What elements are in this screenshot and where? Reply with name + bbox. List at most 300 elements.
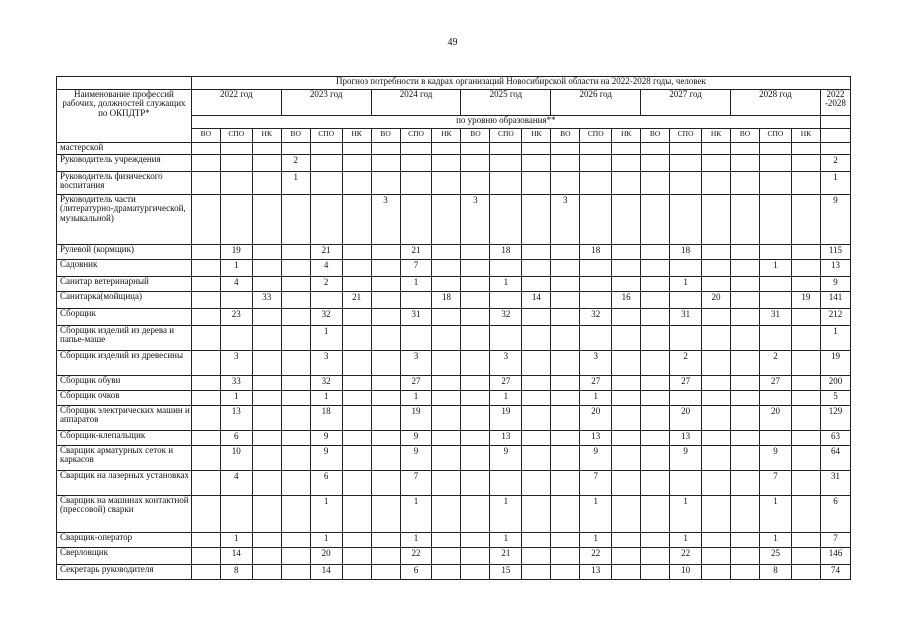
page-number: 49 (447, 37, 458, 48)
value-cell (371, 406, 400, 431)
value-cell: 9 (580, 446, 612, 471)
value-cell: 8 (759, 565, 791, 580)
value-cell: 10 (670, 565, 702, 580)
value-cell: 13 (580, 565, 612, 580)
value-cell (522, 471, 551, 496)
value-cell (342, 376, 371, 391)
value-cell (252, 565, 281, 580)
value-cell (670, 471, 702, 496)
value-cell (342, 326, 371, 351)
value-cell (670, 260, 702, 277)
value-cell (371, 471, 400, 496)
value-cell (371, 143, 400, 155)
value-cell (580, 143, 612, 155)
value-cell: 3 (490, 351, 522, 376)
value-cell (551, 391, 580, 406)
value-cell (281, 533, 310, 548)
value-cell (252, 548, 281, 565)
value-cell: 1 (580, 496, 612, 533)
value-cell: 20 (580, 406, 612, 431)
value-cell (461, 431, 490, 446)
value-cell (551, 565, 580, 580)
value-cell (612, 351, 641, 376)
table-row (57, 245, 851, 260)
value-cell (759, 155, 791, 172)
value-cell (490, 471, 522, 496)
total-cell: 7 (820, 533, 850, 548)
value-cell (641, 565, 670, 580)
value-cell (220, 292, 252, 309)
value-cell (641, 292, 670, 309)
value-cell (432, 391, 461, 406)
value-cell: 22 (580, 548, 612, 565)
value-cell (522, 143, 551, 155)
value-cell: 13 (220, 406, 252, 431)
value-cell: 32 (490, 309, 522, 326)
value-cell (551, 406, 580, 431)
value-cell (191, 309, 220, 326)
value-cell (490, 260, 522, 277)
value-cell: 9 (310, 446, 342, 471)
value-cell (791, 431, 820, 446)
value-cell (641, 496, 670, 533)
value-cell (731, 143, 760, 155)
value-cell (522, 326, 551, 351)
value-cell (490, 292, 522, 309)
value-cell (612, 309, 641, 326)
value-cell: 27 (490, 376, 522, 391)
value-cell (670, 326, 702, 351)
value-cell (252, 406, 281, 431)
value-cell (461, 376, 490, 391)
value-cell (281, 292, 310, 309)
profession-name-cell: мастерской (57, 143, 192, 155)
value-cell (220, 326, 252, 351)
value-cell (522, 406, 551, 431)
level-header: ВО (371, 129, 400, 143)
value-cell: 14 (220, 548, 252, 565)
value-cell (191, 548, 220, 565)
value-cell: 18 (432, 292, 461, 309)
level-header: НК (432, 129, 461, 143)
value-cell (731, 471, 760, 496)
value-cell (759, 277, 791, 292)
value-cell (432, 406, 461, 431)
table-row (57, 172, 851, 195)
profession-name-cell: Руководитель учреждения (57, 155, 192, 172)
value-cell: 20 (670, 406, 702, 431)
total-cell: 74 (820, 565, 850, 580)
value-cell (522, 195, 551, 245)
value-cell (702, 277, 731, 292)
total-cell: 64 (820, 446, 850, 471)
value-cell (310, 155, 342, 172)
value-cell (461, 351, 490, 376)
value-cell (191, 565, 220, 580)
level-header: ВО (461, 129, 490, 143)
value-cell (759, 391, 791, 406)
value-cell (731, 260, 760, 277)
level-header: ВО (191, 129, 220, 143)
profession-name-cell: Руководитель физического воспитания (57, 172, 192, 195)
value-cell (731, 431, 760, 446)
table-row (57, 548, 851, 565)
value-cell (791, 471, 820, 496)
table-caption: Прогноз потребности в кадрах организаций Новосибирской области на 2022-2028 годы, человек (191, 77, 850, 90)
value-cell: 19 (791, 292, 820, 309)
profession-name-cell: Сборщик изделий из дерева и папье-маше (57, 326, 192, 351)
total-cell: 6 (820, 496, 850, 533)
profession-name-cell: Сборщик обуви (57, 376, 192, 391)
value-cell (432, 533, 461, 548)
table-row (57, 143, 851, 155)
value-cell (791, 155, 820, 172)
value-cell (731, 309, 760, 326)
value-cell (252, 391, 281, 406)
value-cell (702, 431, 731, 446)
value-cell (281, 260, 310, 277)
table-row (57, 446, 851, 471)
value-cell (461, 143, 490, 155)
value-cell: 25 (759, 548, 791, 565)
value-cell (461, 292, 490, 309)
value-cell (551, 533, 580, 548)
value-cell (580, 277, 612, 292)
value-cell (641, 351, 670, 376)
value-cell (400, 326, 432, 351)
level-header: НК (522, 129, 551, 143)
profession-name-cell: Санитарка(мойщица) (57, 292, 192, 309)
value-cell (191, 172, 220, 195)
value-cell: 23 (220, 309, 252, 326)
value-cell: 9 (310, 431, 342, 446)
value-cell (612, 406, 641, 431)
value-cell (641, 260, 670, 277)
value-cell: 1 (580, 533, 612, 548)
table-row (57, 195, 851, 245)
value-cell (191, 143, 220, 155)
table-row (57, 326, 851, 351)
total-cell: 9 (820, 277, 850, 292)
value-cell (252, 446, 281, 471)
value-cell (252, 533, 281, 548)
value-cell (342, 309, 371, 326)
value-cell: 3 (580, 351, 612, 376)
value-cell (490, 195, 522, 245)
value-cell (461, 471, 490, 496)
table-row (57, 406, 851, 431)
value-cell (252, 260, 281, 277)
value-cell (612, 446, 641, 471)
value-cell (461, 260, 490, 277)
value-cell (252, 471, 281, 496)
value-cell: 19 (490, 406, 522, 431)
value-cell (281, 446, 310, 471)
value-cell (551, 471, 580, 496)
value-cell (731, 292, 760, 309)
value-cell (702, 245, 731, 260)
value-cell: 7 (400, 260, 432, 277)
value-cell (641, 548, 670, 565)
value-cell (702, 496, 731, 533)
total-cell: 115 (820, 245, 850, 260)
value-cell (670, 292, 702, 309)
value-cell (371, 172, 400, 195)
value-cell (191, 155, 220, 172)
value-cell (522, 446, 551, 471)
value-cell (612, 376, 641, 391)
value-cell (612, 326, 641, 351)
value-cell (191, 391, 220, 406)
value-cell: 3 (400, 351, 432, 376)
value-cell (490, 326, 522, 351)
value-cell: 14 (310, 565, 342, 580)
value-cell (432, 548, 461, 565)
value-cell (612, 431, 641, 446)
value-cell (702, 155, 731, 172)
value-cell (400, 172, 432, 195)
total-cell: 200 (820, 376, 850, 391)
value-cell (191, 376, 220, 391)
value-cell (371, 391, 400, 406)
value-cell (612, 172, 641, 195)
value-cell (731, 406, 760, 431)
value-cell (702, 143, 731, 155)
value-cell (342, 245, 371, 260)
value-cell (371, 446, 400, 471)
value-cell: 1 (490, 496, 522, 533)
value-cell (371, 548, 400, 565)
value-cell: 32 (580, 309, 612, 326)
value-cell (791, 143, 820, 155)
profession-name-cell: Сверловщик (57, 548, 192, 565)
value-cell (702, 565, 731, 580)
value-cell (252, 351, 281, 376)
value-cell (612, 143, 641, 155)
value-cell: 20 (759, 406, 791, 431)
profession-name-cell: Руководитель части (литературно-драматургической, музыкальной) (57, 195, 192, 245)
table-row (57, 533, 851, 548)
profession-name-cell: Рулевой (кормщик) (57, 245, 192, 260)
value-cell (252, 431, 281, 446)
value-cell (490, 172, 522, 195)
value-cell: 3 (310, 351, 342, 376)
value-cell: 27 (400, 376, 432, 391)
level-header: СПО (400, 129, 432, 143)
value-cell (252, 309, 281, 326)
value-cell: 6 (220, 431, 252, 446)
value-cell (702, 195, 731, 245)
value-cell (791, 548, 820, 565)
value-cell (551, 431, 580, 446)
value-cell (731, 155, 760, 172)
value-cell (702, 172, 731, 195)
value-cell (342, 496, 371, 533)
value-cell (641, 195, 670, 245)
value-cell: 18 (670, 245, 702, 260)
value-cell (432, 309, 461, 326)
value-cell: 7 (400, 471, 432, 496)
value-cell (191, 351, 220, 376)
value-cell (791, 260, 820, 277)
value-cell (342, 172, 371, 195)
value-cell (702, 309, 731, 326)
value-cell (310, 172, 342, 195)
value-cell (551, 446, 580, 471)
value-cell (791, 406, 820, 431)
year-header: 2023 год (281, 90, 371, 116)
value-cell: 1 (490, 277, 522, 292)
value-cell (371, 351, 400, 376)
value-cell: 18 (580, 245, 612, 260)
value-cell (281, 376, 310, 391)
value-cell (641, 326, 670, 351)
level-header: ВО (641, 129, 670, 143)
value-cell (551, 326, 580, 351)
profession-name-cell: Садовник (57, 260, 192, 277)
value-cell (641, 245, 670, 260)
value-cell: 6 (310, 471, 342, 496)
value-cell (461, 155, 490, 172)
value-cell: 32 (310, 376, 342, 391)
value-cell (371, 496, 400, 533)
value-cell (252, 195, 281, 245)
value-cell (461, 533, 490, 548)
value-cell: 6 (400, 565, 432, 580)
profession-name-cell: Секретарь руководителя (57, 565, 192, 580)
value-cell (342, 471, 371, 496)
value-cell: 1 (400, 496, 432, 533)
value-cell: 1 (400, 277, 432, 292)
value-cell (551, 277, 580, 292)
value-cell (252, 143, 281, 155)
value-cell (281, 406, 310, 431)
value-cell: 9 (490, 446, 522, 471)
value-cell (522, 245, 551, 260)
value-cell (791, 245, 820, 260)
value-cell (252, 496, 281, 533)
value-cell (702, 446, 731, 471)
value-cell (580, 195, 612, 245)
value-cell: 13 (490, 431, 522, 446)
level-header: ВО (551, 129, 580, 143)
value-cell: 21 (310, 245, 342, 260)
value-cell (612, 565, 641, 580)
value-cell (461, 496, 490, 533)
value-cell (641, 277, 670, 292)
total-cell: 5 (820, 391, 850, 406)
value-cell: 1 (490, 533, 522, 548)
value-cell (281, 565, 310, 580)
value-cell: 4 (310, 260, 342, 277)
value-cell (522, 260, 551, 277)
value-cell (281, 548, 310, 565)
value-cell: 1 (670, 533, 702, 548)
value-cell (551, 260, 580, 277)
value-cell (432, 260, 461, 277)
total-cell: 1 (820, 172, 850, 195)
value-cell (281, 277, 310, 292)
value-cell (670, 172, 702, 195)
table-row (57, 260, 851, 277)
value-cell: 2 (670, 351, 702, 376)
value-cell (191, 260, 220, 277)
value-cell (791, 351, 820, 376)
total-cell: 63 (820, 431, 850, 446)
value-cell (310, 195, 342, 245)
value-cell (252, 376, 281, 391)
value-cell (461, 565, 490, 580)
value-cell: 1 (310, 326, 342, 351)
value-cell (670, 143, 702, 155)
value-cell: 4 (220, 277, 252, 292)
value-cell (641, 376, 670, 391)
value-cell (432, 277, 461, 292)
value-cell (641, 471, 670, 496)
total-cell: 2 (820, 155, 850, 172)
value-cell (522, 277, 551, 292)
profession-name-cell: Сборщик изделий из древесины (57, 351, 192, 376)
value-cell (400, 292, 432, 309)
value-cell: 2 (310, 277, 342, 292)
value-cell (791, 496, 820, 533)
value-cell (342, 565, 371, 580)
value-cell (432, 143, 461, 155)
header-blank-cell (820, 116, 850, 129)
value-cell (612, 277, 641, 292)
year-header: 2022 год (191, 90, 281, 116)
value-cell (252, 155, 281, 172)
profession-name-cell: Сварщик арматурных сеток и каркасов (57, 446, 192, 471)
value-cell (432, 172, 461, 195)
value-cell: 15 (490, 565, 522, 580)
value-cell (551, 376, 580, 391)
value-cell: 1 (310, 533, 342, 548)
header-blank-cell (57, 77, 192, 90)
value-cell (191, 245, 220, 260)
value-cell (220, 143, 252, 155)
value-cell: 2 (759, 351, 791, 376)
value-cell (791, 277, 820, 292)
value-cell: 21 (400, 245, 432, 260)
value-cell (702, 326, 731, 351)
value-cell: 3 (220, 351, 252, 376)
value-cell (731, 565, 760, 580)
value-cell: 1 (759, 496, 791, 533)
value-cell: 31 (400, 309, 432, 326)
value-cell (641, 309, 670, 326)
value-cell: 22 (400, 548, 432, 565)
value-cell: 20 (310, 548, 342, 565)
value-cell: 1 (670, 496, 702, 533)
value-cell (551, 155, 580, 172)
profession-name-cell: Сварщик на лазерных установках (57, 471, 192, 496)
value-cell (702, 533, 731, 548)
level-header: НК (791, 129, 820, 143)
value-cell: 1 (310, 496, 342, 533)
value-cell: 33 (252, 292, 281, 309)
value-cell (191, 277, 220, 292)
value-cell (191, 446, 220, 471)
value-cell (371, 245, 400, 260)
value-cell: 9 (400, 431, 432, 446)
level-header: СПО (220, 129, 252, 143)
value-cell (731, 172, 760, 195)
value-cell (461, 391, 490, 406)
value-cell: 3 (461, 195, 490, 245)
profession-name-cell: Сборщик (57, 309, 192, 326)
value-cell (432, 496, 461, 533)
